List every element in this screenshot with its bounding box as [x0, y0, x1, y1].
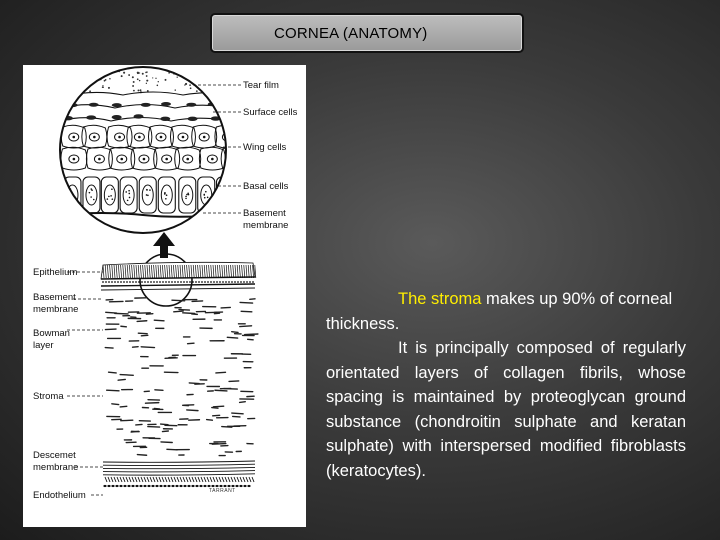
- label-basement: Basement: [33, 292, 76, 303]
- cornea-diagram-svg: [23, 65, 306, 527]
- paragraph-1-rest: makes up 90% of corneal thickness.: [326, 290, 673, 333]
- descemet-endothelium: [103, 461, 255, 487]
- label-bowman: Bowman: [33, 328, 70, 339]
- label-stroma: Stroma: [33, 391, 64, 402]
- inset-labels: [243, 80, 298, 231]
- artist-signature: TARRANT: [209, 488, 236, 494]
- title-box: [210, 13, 524, 53]
- label-epithelium: Epithelium: [33, 267, 78, 278]
- label-membrane: membrane: [243, 220, 289, 231]
- label-surface-cells: Surface cells: [243, 107, 298, 118]
- label-basement: Basement: [243, 208, 286, 219]
- layer-labels: [33, 267, 86, 501]
- label-wing-cells: Wing cells: [243, 142, 287, 153]
- slide-title: CORNEA (ANATOMY): [274, 24, 428, 42]
- label-tear-film: Tear film: [243, 80, 279, 91]
- cornea-diagram: [23, 65, 306, 527]
- magnified-region-circle: [140, 254, 192, 306]
- label-descemet-membrane: membrane: [33, 462, 79, 473]
- paragraph-1: [326, 287, 686, 336]
- description-text: [326, 287, 686, 483]
- label-layer: layer: [33, 340, 54, 351]
- paragraph-2: [326, 336, 686, 483]
- label-basal-cells: Basal cells: [243, 181, 289, 192]
- epithelium-inset-cells: [53, 65, 247, 235]
- label-membrane: membrane: [33, 304, 79, 315]
- paragraph-2-text: It is principally composed of regularly orientated layers of collagen fibrils, whose spacing is maintained by proteoglycan ground substance (chondroitin sulphate and keratan sulphate) with interspersed modified fibroblasts (keratocytes).: [326, 339, 686, 480]
- stroma-keratocytes: [105, 298, 258, 456]
- stroma-highlight: The stroma: [398, 290, 482, 308]
- epithelium-band: [101, 262, 256, 290]
- label-descemet: Descemet: [33, 450, 76, 461]
- label-endothelium: Endothelium: [33, 490, 86, 501]
